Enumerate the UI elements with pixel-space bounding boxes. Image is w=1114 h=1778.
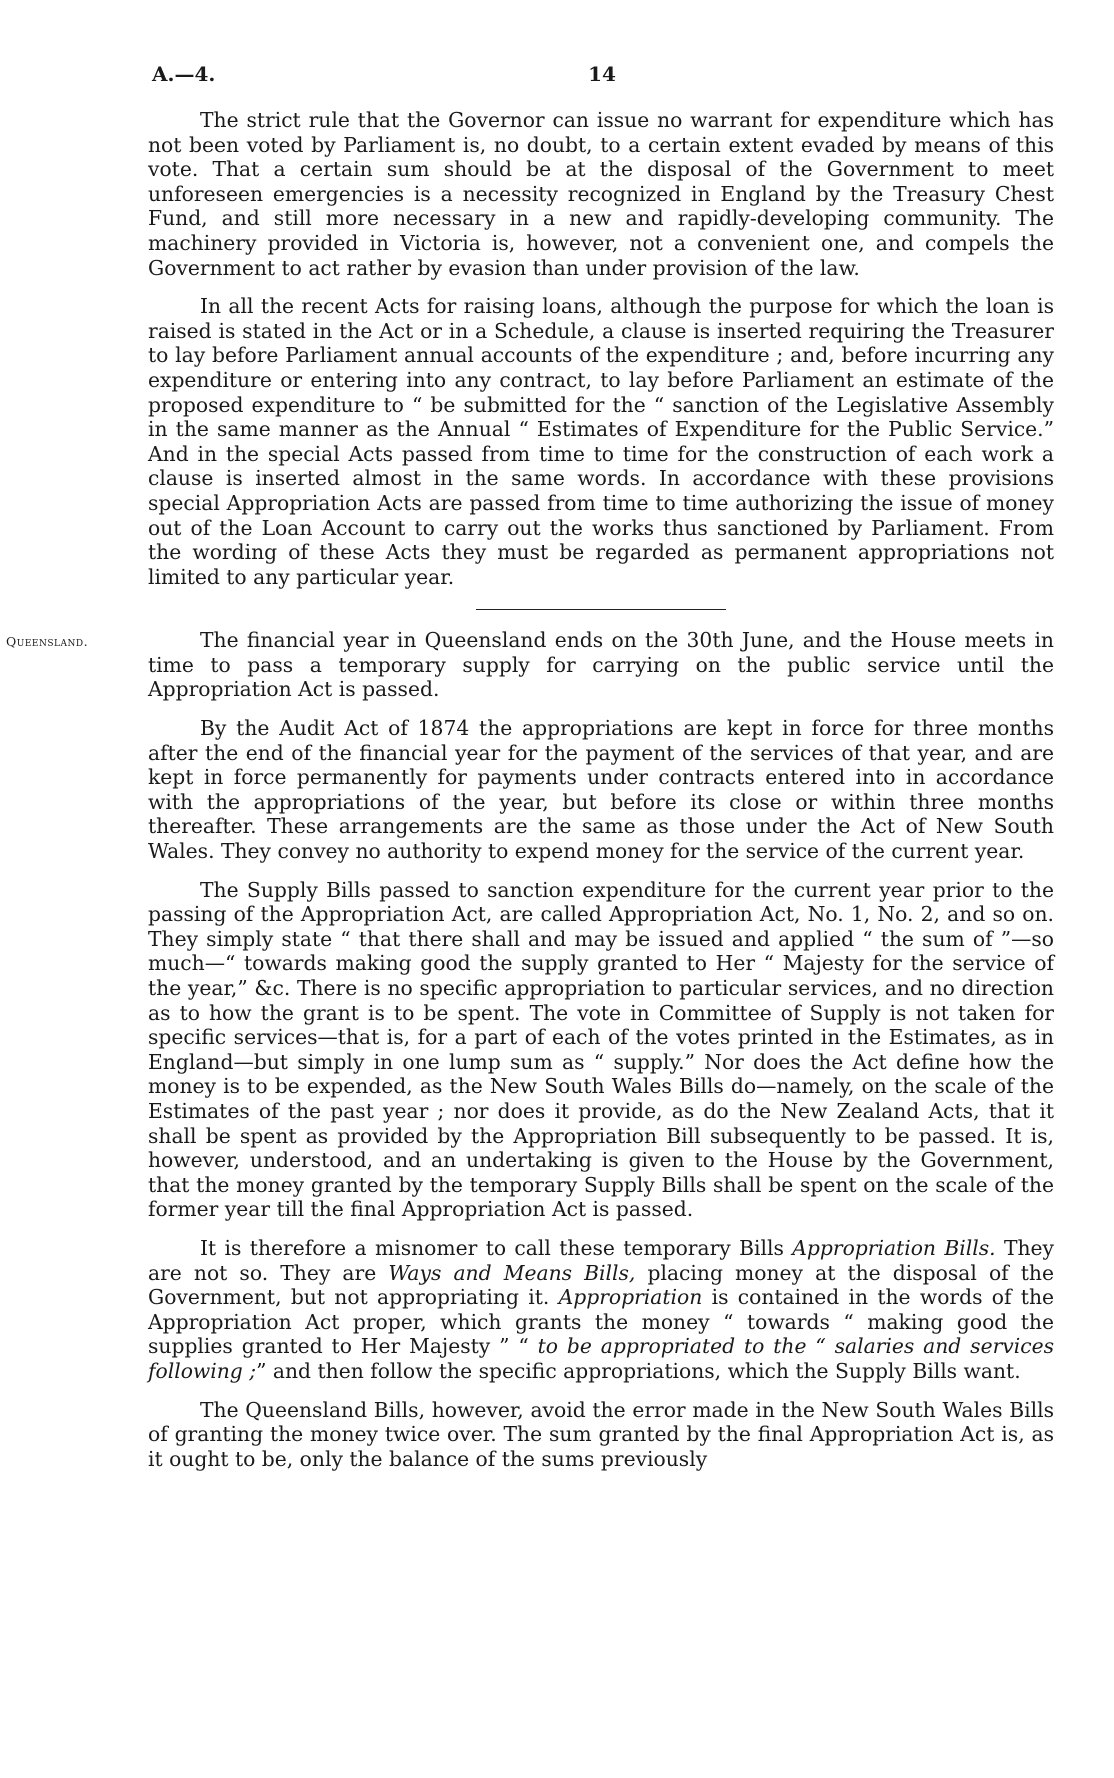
- italic-text: to be appropriated to the “ salaries and services following ;: [148, 1334, 1054, 1383]
- paragraph: [148, 294, 1054, 589]
- text-run: The strict rule that the Governor can issue no warrant for expenditure which has not been voted by Parliament is, no doubt, to a certain extent evaded by means of this vote. That a certain sum should be at the disposal of the Government to meet unforeseen emergencies is a necessity recognized in England by the Treasury Chest Fund, and still more necessary in a new and rapidly-developing community. The machinery provided in Victoria is, however, not a convenient one, and compels the Government to act rather by evasion than under provision of the law.: [148, 108, 1054, 280]
- section-divider: [476, 609, 726, 610]
- text-run: placing money at the disposal of the Government, but not appropriating it.: [148, 1260, 1054, 1310]
- text-run: It is therefore a misnomer to call these temporary Bills: [200, 1235, 793, 1260]
- text-run: The Queensland Bills, however, avoid the error made in the New South Wales Bills of granting the money twice over. The sum granted by the final Appropriation Act is, as it ought to be, only the balance of the sums previously: [148, 1397, 1054, 1471]
- text-run: ” and then follow the specific appropriations, which the Supply Bills want.: [256, 1358, 1021, 1383]
- text-run: By the Audit Act of 1874 the appropriations are kept in force for three months after the end of the financial year for the payment of the services of that year, and are kept in force permanently for payments under contracts entered into in accordance with the appropriations of the year, but before its close or within three months thereafter. These arrangements are the same as those under the Act of New South Wales. They convey no authority to expend money for the service of the current year.: [148, 716, 1054, 864]
- text-run: They are not so. They are: [148, 1235, 1054, 1285]
- margin-label-queensland: Queensland.: [6, 634, 89, 650]
- paragraph: [148, 1236, 1054, 1384]
- document-reference: A.—4.: [152, 62, 216, 86]
- victoria-section: [148, 108, 1054, 589]
- paragraph: [148, 1398, 1054, 1472]
- text-run: The Supply Bills passed to sanction expenditure for the current year prior to the passing of the Appropriation Act, are called Appropriation Act, No. 1, No. 2, and so on. They simply state “ that there shall and may be issued and applied “ the sum of ”—so much—“ towards making good the supply granted to Her “ Majesty for the service of the year,” &c. There is no specific appropriation to particular services, and no direction as to how the grant is to be spent. The vote in Committee of Supply is not taken for specific services—that is, for a part of each of the votes printed in the Estimates, as in England—but simply in one lump sum as “ supply.” Nor does the Act define how the money is to be expended, as the New South Wales Bills do—namely, on the scale of the Estimates of the past year ; nor does it provide, as do the New Zealand Acts, that it shall be spent as provided by the Appropriation Bill subsequently to be passed. It is, however, understood, and an undertaking is given to the House by the Government, that the money granted by the temporary Supply Bills shall be spent on the scale of the former year till the final Appropriation Act is passed.: [148, 877, 1054, 1222]
- paragraph: [148, 628, 1054, 702]
- text-run: is contained in the words of the Appropriation Act proper, which grants the money “ towards “ making good the supplies granted to Her Majesty ” “: [148, 1285, 1055, 1359]
- text-run: In all the recent Acts for raising loans, although the purpose for which the loan is raised is stated in the Act or in a Schedule, a clause is inserted requiring the Treasurer to lay before Parliament annual accounts of the expenditure ; and, before incurring any expenditure or entering into any contract, to lay before Parliament an estimate of the proposed expenditure to “ be submitted for the “ sanction of the Legislative Assembly in the same manner as the Annual “ Estimates of Expenditure for the Public Service.” And in the special Acts passed from time to time for the construction of each work a clause is inserted almost in the same words. In accordance with these provisions special Appropriation Acts are passed from time to time authorizing the issue of money out of the Loan Account to carry out the works thus sanctioned by Parliament. From the wording of these Acts they must be regarded as permanent appropriations not limited to any particular year.: [148, 294, 1054, 589]
- paragraph: [148, 878, 1054, 1222]
- page-header: [152, 62, 1052, 92]
- italic-text: Appropriation: [558, 1285, 703, 1310]
- main-text: [6, 108, 1055, 1485]
- paragraph: [148, 716, 1054, 864]
- page-number: 14: [588, 62, 616, 86]
- paragraph: [148, 108, 1054, 280]
- italic-text: Appropriation Bills.: [792, 1235, 996, 1260]
- text-run: The financial year in Queensland ends on the 30th June, and the House meets in time to pass a temporary supply for carrying on the public service until the Appropriation Act is passed.: [148, 628, 1054, 702]
- queensland-section: [6, 628, 1055, 1471]
- italic-text: Ways and Means Bills,: [388, 1260, 636, 1285]
